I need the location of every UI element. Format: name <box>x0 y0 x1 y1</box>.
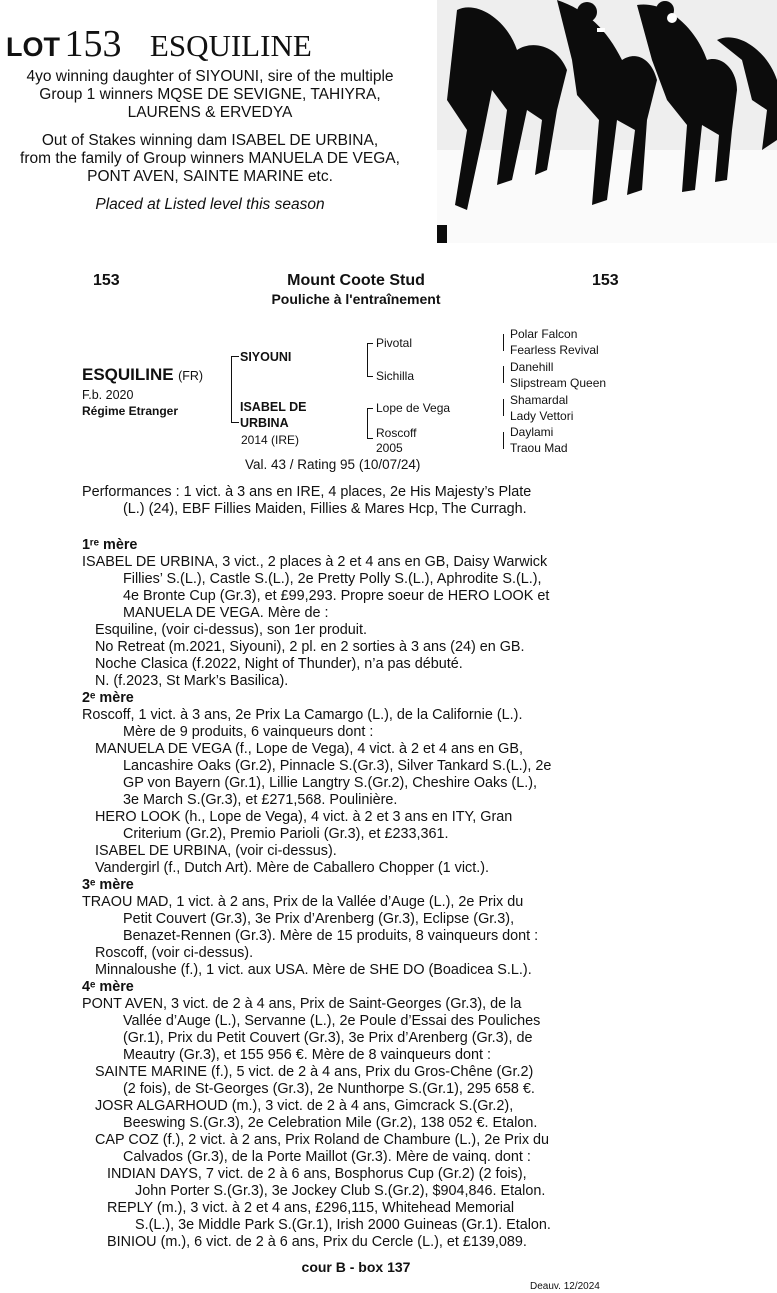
footer-date: Deauv. 12/2024 <box>530 1281 600 1292</box>
family-line: Roscoff, (voir ci-dessus). <box>95 945 254 961</box>
family-line: SAINTE MARINE (f.), 5 vict. de 2 à 4 ans, Prix du Gros-Chêne (Gr.2) <box>95 1064 534 1080</box>
granddam-2-year: 2005 <box>376 441 403 455</box>
family-line: Benazet-Rennen (Gr.3). Mère de 15 produits, 8 vainqueurs dont : <box>123 928 539 944</box>
placed-note: Placed at Listed level this season <box>95 196 325 213</box>
ggs-2: Fearless Revival <box>510 343 599 357</box>
family-line: Esquiline, (voir ci-dessus), son 1er produit. <box>95 622 367 638</box>
horse-name: ESQUILINE <box>82 365 174 384</box>
family-line: JOSR ALGARHOUD (m.), 3 vict. de 2 à 4 ans, Gimcrack S.(Gr.2), <box>95 1098 514 1114</box>
lot-number-right: 153 <box>592 272 619 289</box>
performances-line: Performances : 1 vict. à 3 ans en IRE, 4 places, 2e His Majesty’s Plate <box>82 484 532 500</box>
family-line: Mère de 9 produits, 6 vainqueurs dont : <box>123 724 374 740</box>
granddam-2: Roscoff <box>376 426 417 440</box>
racing-photo <box>437 0 777 243</box>
family-line: Fillies’ S.(L.), Castle S.(L.), 2e Pretty Polly S.(L.), Aphrodite S.(L.), <box>123 571 542 587</box>
family-line: 4e Bronte Cup (Gr.3), et £99,293. Propre soeur de HERO LOOK et <box>123 588 550 604</box>
family-line: John Porter S.(Gr.3), 3e Jockey Club S.(Gr.2), $904,846. Etalon. <box>135 1183 546 1199</box>
intro-line: from the family of Group winners MANUELA DE VEGA, <box>20 150 400 167</box>
ggs-5: Shamardal <box>510 393 569 407</box>
generation-heading: 3ᵉ mère <box>82 877 134 893</box>
horse-title: ESQUILINE <box>149 28 312 63</box>
family-line: Minnaloushe (f.), 1 vict. aux USA. Mère de SHE DO (Boadicea S.L.). <box>95 962 532 978</box>
ggs-3: Danehill <box>510 360 554 374</box>
lot-number: 153 <box>64 23 122 65</box>
valuation: Val. 43 / Rating 95 (10/07/24) <box>245 457 421 472</box>
family-line: N. (f.2023, St Mark’s Basilica). <box>95 673 289 689</box>
family-line: No Retreat (m.2021, Siyouni), 2 pl. en 2 sorties à 3 ans (24) en GB. <box>95 639 525 655</box>
family-line: Beeswing S.(Gr.3), 2e Celebration Mile (Gr.2), 138 052 €. Etalon. <box>123 1115 538 1131</box>
family-line: REPLY (m.), 3 vict. à 2 et 4 ans, £296,115, Whitehead Memorial <box>107 1200 515 1216</box>
generation-heading: 1ʳᵉ mère <box>82 537 138 553</box>
lot-title <box>6 22 312 66</box>
ggs-1: Polar Falcon <box>510 327 578 341</box>
lot-number-left: 153 <box>93 272 120 289</box>
ggs-7: Daylami <box>510 425 554 439</box>
lot-label: LOT <box>6 32 60 62</box>
granddam-sire-2: Lope de Vega <box>376 401 451 415</box>
family-line: Lancashire Oaks (Gr.2), Pinnacle S.(Gr.3), Silver Tankard S.(L.), 2e <box>123 758 552 774</box>
performances-line: (L.) (24), EBF Fillies Maiden, Fillies & Mares Hcp, The Curragh. <box>123 501 527 517</box>
granddam-sire-1: Pivotal <box>376 336 413 350</box>
ggs-6: Lady Vettori <box>510 409 574 423</box>
consignor: Mount Coote Stud <box>287 272 425 289</box>
family-line: GP von Bayern (Gr.1), Lillie Langtry S.(Gr.2), Cheshire Oaks (L.), <box>123 775 538 791</box>
dam-line1: ISABEL DE <box>240 400 307 414</box>
sire: SIYOUNI <box>240 350 292 364</box>
family-line: Petit Couvert (Gr.3), 3e Prix d’Arenberg (Gr.3), Eclipse (Gr.3), <box>123 911 515 927</box>
horse-regime: Régime Etranger <box>82 404 179 418</box>
family-line: Calvados (Gr.3), de la Porte Maillot (Gr.3). Mère de vainq. dont : <box>123 1149 531 1165</box>
family-line: Vandergirl (f., Dutch Art). Mère de Caballero Chopper (1 vict.). <box>95 860 490 876</box>
family-line: Roscoff, 1 vict. à 3 ans, 2e Prix La Camargo (L.), de la Californie (L.). <box>82 707 523 723</box>
intro-line: 4yo winning daughter of SIYOUNI, sire of the multiple <box>26 68 394 85</box>
intro-line: PONT AVEN, SAINTE MARINE etc. <box>87 168 333 185</box>
dam-year: 2014 (IRE) <box>241 433 300 447</box>
generation-heading: 4ᵉ mère <box>82 979 134 995</box>
granddam-1: Sichilla <box>376 369 415 383</box>
intro-block <box>0 68 420 214</box>
family-line: Vallée d’Auge (L.), Servanne (L.), 2e Poule d’Essai des Pouliches <box>123 1013 541 1029</box>
family-line: S.(L.), 3e Middle Park S.(Gr.1), Irish 2000 Guineas (Gr.1). Etalon. <box>135 1217 551 1233</box>
box-location: cour B - box 137 <box>301 1259 411 1275</box>
family-line: Criterium (Gr.2), Premio Parioli (Gr.3), et £233,361. <box>123 826 449 842</box>
family-line: HERO LOOK (h., Lope de Vega), 4 vict. à 2 et 3 ans en ITY, Gran <box>95 809 513 825</box>
family-line: MANUELA DE VEGA (f., Lope de Vega), 4 vict. à 2 et 4 ans en GB, <box>95 741 523 757</box>
subtitle: Pouliche à l'entraînement <box>271 291 441 307</box>
intro-line: LAURENS & ERVEDYA <box>127 104 293 121</box>
horse-country: (FR) <box>178 369 204 383</box>
horse-sex-year: F.b. 2020 <box>82 388 134 402</box>
intro-line: Out of Stakes winning dam ISABEL DE URBINA, <box>41 132 379 149</box>
family-line: BINIOU (m.), 6 vict. de 2 à 6 ans, Prix du Cercle (L.), et £139,089. <box>107 1234 527 1250</box>
family-line: Noche Clasica (f.2022, Night of Thunder), n’a pas débuté. <box>95 656 463 672</box>
family-line: (Gr.1), Prix du Petit Couvert (Gr.3), 3e Prix d’Arenberg (Gr.3), de <box>123 1030 533 1046</box>
family-line: 3e March S.(Gr.3), et £271,568. Poulinière. <box>123 792 398 808</box>
family-line: ISABEL DE URBINA, 3 vict., 2 places à 2 et 4 ans en GB, Daisy Warwick <box>82 554 548 570</box>
family-line: INDIAN DAYS, 7 vict. de 2 à 6 ans, Bosphorus Cup (Gr.2) (2 fois), <box>107 1166 527 1182</box>
family-line: PONT AVEN, 3 vict. de 2 à 4 ans, Prix de Saint-Georges (Gr.3), de la <box>82 996 522 1012</box>
horse-name-block <box>82 365 203 385</box>
family-line: MANUELA DE VEGA. Mère de : <box>123 605 329 621</box>
family-line: ISABEL DE URBINA, (voir ci-dessus). <box>95 843 337 859</box>
ggs-8: Traou Mad <box>510 441 568 455</box>
ggs-4: Slipstream Queen <box>510 376 607 390</box>
family-line: TRAOU MAD, 1 vict. à 2 ans, Prix de la Vallée d’Auge (L.), 2e Prix du <box>82 894 524 910</box>
dam-line2: URBINA <box>240 416 289 430</box>
generation-heading: 2ᵉ mère <box>82 690 134 706</box>
family-line: (2 fois), de St-Georges (Gr.3), 2e Nunthorpe S.(Gr.1), 295 658 €. <box>123 1081 535 1097</box>
family-line: CAP COZ (f.), 2 vict. à 2 ans, Prix Roland de Chambure (L.), 2e Prix du <box>95 1132 550 1148</box>
intro-line: Group 1 winners MQSE DE SEVIGNE, TAHIYRA, <box>39 86 381 103</box>
family-line: Meautry (Gr.3), et 155 956 €. Mère de 8 vainqueurs dont : <box>123 1047 491 1063</box>
